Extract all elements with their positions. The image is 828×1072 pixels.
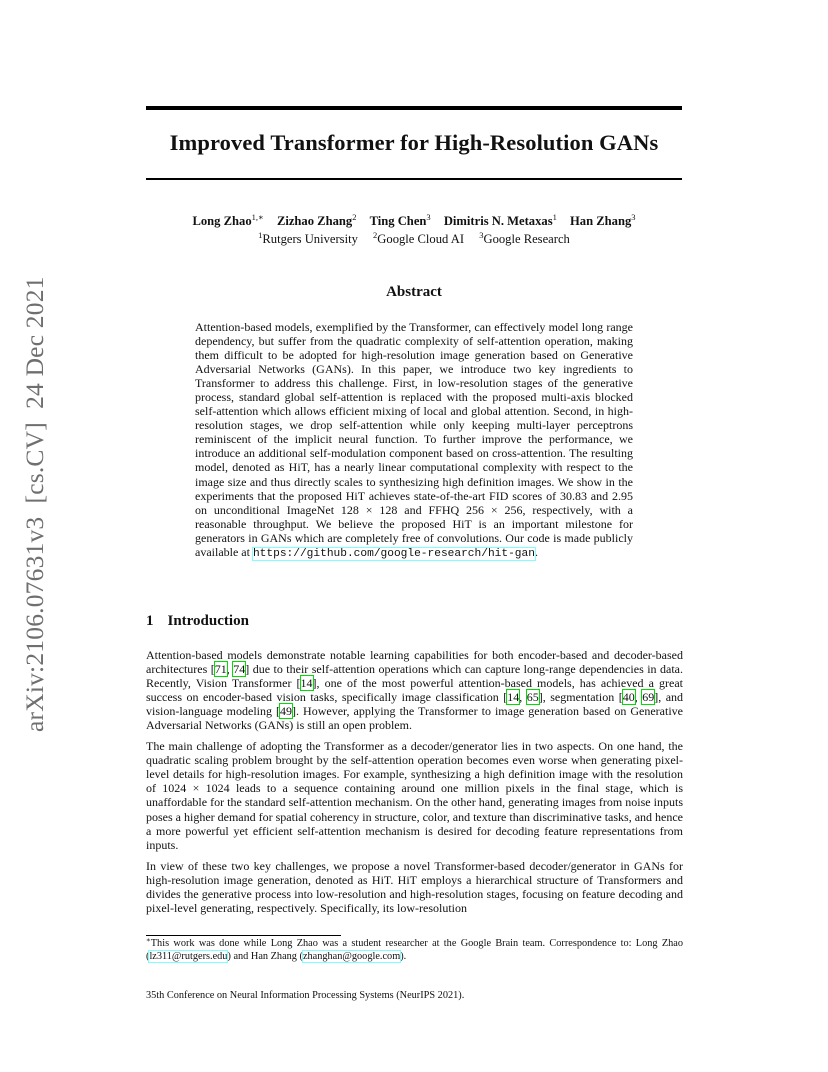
introduction-body [146, 648, 683, 922]
author: Zizhao Zhang$^2$ [276, 212, 357, 228]
citation-link[interactable]: 14 [300, 676, 313, 691]
title-bottom-rule [146, 178, 682, 180]
author-list [146, 214, 682, 229]
email-link[interactable]: lz311@rutgers.edu [149, 950, 228, 962]
author: Ting Chen$^3$ [369, 212, 431, 228]
citation-link[interactable]: 49 [280, 704, 293, 719]
author: Long Zhao$^{1,∗}$ [192, 212, 264, 228]
venue-line: 35th Conference on Neural Information Processing Systems (NeurIPS 2021). [146, 990, 465, 1001]
abstract-text: Attention-based models, exemplified by the Transformer, can effectively model long range dependency, but suffer from the quadratic complexity of self-attention operation, making them difficult to be adopted for high-resolution image generation based on Generative Adversarial Networks (GANs). In this paper, we introduce two key ingredients to Transformer to address this challenge. First, in low-resolution stages of the generative process, standard global self-attention is replaced with the proposed multi-axis blocked self-attention which allows efficient mixing of local and global attention. Second, in high-resolution stages, we drop self-attention while only keeping multi-layer perceptrons reminiscent of the implicit neural function. To further improve the performance, we introduce an additional self-modulation component based on cross-attention. The resulting model, denoted as HiT, has a nearly linear computational complexity with respect to the image size and thus directly scales to synthesizing high definition images. We show in the experiments that the proposed HiT achieves state-of-the-art FID scores of 30.83 and 2.95 on unconditional ImageNet 128 × 128 and FFHQ 256 × 256, respectively, with a reasonable throughput. We believe the proposed HiT is an important milestone for generators in GANs which are completely free of convolutions. Our code is made publicly available at [195, 320, 633, 559]
affiliation: $^2$Google Cloud AI [373, 230, 465, 246]
author: Han Zhang$^3$ [570, 212, 636, 228]
section-title: Introduction [167, 613, 249, 629]
affiliation-list [146, 232, 682, 247]
author: Dimitris N. Metaxas$^1$ [443, 212, 557, 228]
affiliation: $^1$Rutgers University [258, 230, 358, 246]
citation-link[interactable]: 65 [526, 690, 539, 705]
arxiv-sidebar-stamp: arXiv:2106.07631v3 [cs.CV] 24 Dec 2021 [20, 276, 49, 732]
title-top-rule [146, 106, 682, 110]
footnote-rule [146, 935, 341, 936]
section-heading [146, 613, 249, 630]
abstract-body: Attention-based models, exemplified by the Transformer, can effectively model long range dependency, but suffer from the quadratic complexity of self-attention operation, making them difficult to be adopted for high-resolution image generation based on Generative Adversarial Networks (GANs). In this paper, we introduce two key ingredients to Transformer to address this challenge. First, in low-resolution stages of the generative process, standard global self-attention is replaced with the proposed multi-axis blocked self-attention which allows efficient mixing of local and global attention. Second, in high-resolution stages, we drop self-attention while only keeping multi-layer perceptrons reminiscent of the implicit neural function. To further improve the performance, we introduce an additional self-modulation component based on cross-attention. The resulting model, denoted as HiT, has a nearly linear computational complexity with respect to the image size and thus directly scales to synthesizing high definition images. We show in the experiments that the proposed HiT achieves state-of-the-art FID scores of 30.83 and 2.95 on unconditional ImageNet 128 × 128 and FFHQ 256 × 256, respectively, with a reasonable throughput. We believe the proposed HiT is an important milestone for generators in GANs which are completely free of convolutions. Our code is made publicly available at https://github.com/google-research/hit-gan. [195, 320, 633, 560]
citation-link[interactable]: 14 [507, 690, 520, 705]
citation-link[interactable]: 71 [214, 662, 227, 677]
abstract-heading: Abstract [386, 284, 442, 300]
email-link[interactable]: zhanghan@google.com [302, 950, 401, 962]
citation-link[interactable]: 40 [622, 690, 635, 705]
code-repo-link[interactable]: https://github.com/google-research/hit-gan [252, 547, 535, 560]
paragraph: The main challenge of adopting the Transformer as a decoder/generator lies in two aspects. On one hand, the quadratic scaling problem brought by the self-attention operation becomes even worse when generating pixel-level details for high-resolution images. For example, synthesizing a high definition image with the resolution of 1024 × 1024 leads to a sequence containing around one million pixels in the final stage, which is unaffordable for the standard self-attention mechanism. On the other hand, generating images from noise inputs poses a higher demand for spatial coherency in structure, color, and texture than discriminative tasks, and hence a more powerful yet efficient self-attention mechanism is desired for decoding feature representations from inputs. [146, 739, 683, 852]
footnote: ∗This work was done while Long Zhao was a student researcher at the Google Brain team. Correspondence to: Long Zhao (lz311@rutgers.edu) and Han Zhang (zhanghan@google.com). [146, 936, 683, 962]
paper-title: Improved Transformer for High-Resolution GANs [169, 130, 659, 155]
citation-link[interactable]: 74 [233, 662, 246, 677]
section-number: 1 [146, 613, 154, 629]
paragraph: Attention-based models demonstrate notable learning capabilities for both encoder-based and decoder-based architectures [71, 74] due to their self-attention operations which can capture long-range dependencies in data. Recently, Vision Transformer [14], one of the most powerful attention-based models, has achieved a great success on encoder-based vision tasks, specifically image classification [14, 65], segmentation [40, 69], and vision-language modeling [49]. However, applying the Transformer to image generation based on Generative Adversarial Networks (GANs) is still an open problem. [146, 648, 684, 733]
citation-link[interactable]: 69 [642, 690, 655, 705]
paragraph: In view of these two key challenges, we propose a novel Transformer-based decoder/generator in GANs for high-resolution image generation, denoted as HiT. HiT employs a hierarchical structure of Transformers and divides the generative process into low-resolution and high-resolution stages, focusing on feature decoding and pixel-level generating, respectively. Specifically, its low-resolution [146, 858, 683, 915]
affiliation: $^3$Google Research [479, 230, 570, 246]
